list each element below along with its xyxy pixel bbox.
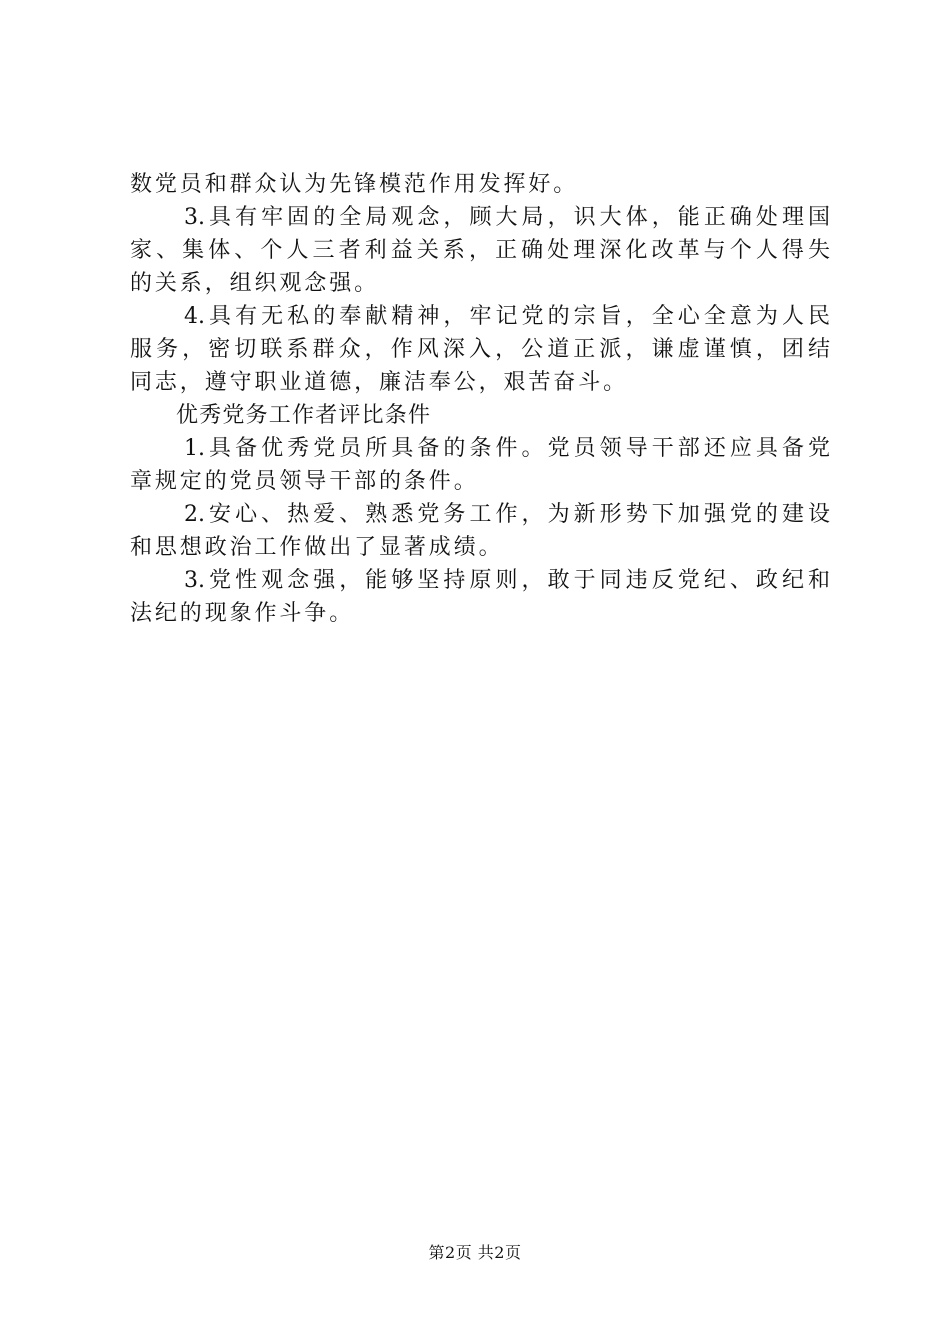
criterion-4-line-1: 4.具有无私的奉献精神，牢记党的宗旨，全心全意为人民	[184, 304, 830, 329]
criterion-4-line-2: 服务，密切联系群众，作风深入，公道正派，谦虚谨慎，团结	[130, 337, 830, 362]
criterion-3-line-2: 家、集体、个人三者利益关系，正确处理深化改革与个人得失	[130, 238, 830, 263]
worker-criterion-3-line-1: 3.党性观念强，能够坚持原则，敢于同违反党纪、政纪和	[184, 568, 830, 593]
page-number-footer: 第2页 共2页	[428, 1243, 522, 1262]
worker-criterion-2-line-1: 2.安心、热爱、熟悉党务工作，为新形势下加强党的建设	[184, 502, 830, 527]
body-line-1: 数党员和群众认为先锋模范作用发挥好。	[130, 172, 579, 197]
worker-criterion-1-line-1: 1.具备优秀党员所具备的条件。党员领导干部还应具备党	[184, 436, 830, 461]
criterion-3-line-3: 的关系，组织观念强。	[130, 271, 380, 296]
worker-criterion-2-line-2: 和思想政治工作做出了显著成绩。	[130, 535, 504, 560]
worker-criterion-3-line-2: 法纪的现象作斗争。	[130, 601, 355, 626]
document-body	[130, 168, 830, 630]
section-heading: 优秀党务工作者评比条件	[176, 403, 432, 428]
criterion-4-line-3: 同志，遵守职业道德，廉洁奉公，艰苦奋斗。	[130, 370, 629, 395]
worker-criterion-1-line-2: 章规定的党员领导干部的条件。	[130, 469, 479, 494]
criterion-3-line-1: 3.具有牢固的全局观念，顾大局，识大体，能正确处理国	[184, 205, 830, 230]
